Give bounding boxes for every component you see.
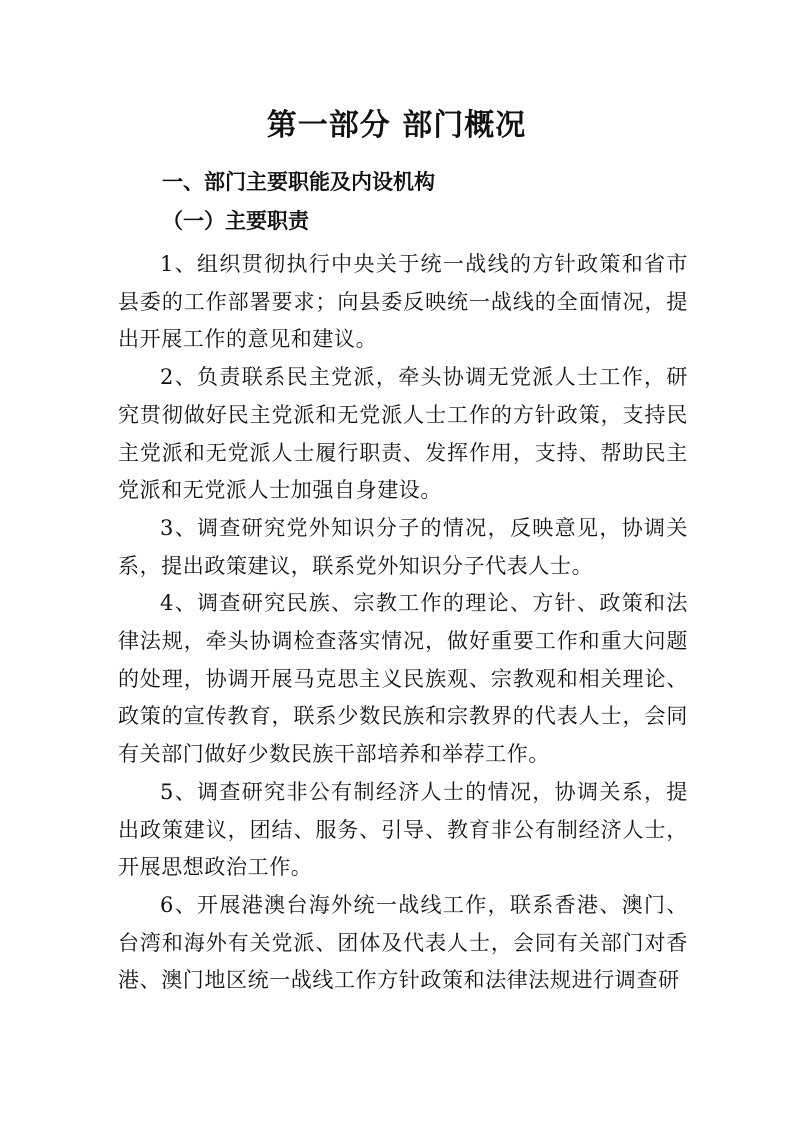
paragraph-duty-5: 5、调查研究非公有制经济人士的情况，协调关系，提出政策建议，团结、服务、引导、教育非公有制经济人士，开展思想政治工作。 <box>118 779 688 880</box>
section-heading: 一、部门主要职能及内设机构 <box>162 170 435 194</box>
subsection-heading: （一）主要职责 <box>162 208 309 233</box>
paragraph-duty-2: 2、负责联系民主党派，牵头协调无党派人士工作，研究贯彻做好民主党派和无党派人士工作的方针政策，支持民主党派和无党派人士履行职责、发挥作用，支持、帮助民主党派和无党派人士加强自身建设。 <box>118 365 688 503</box>
paragraph-duty-6: 6、开展港澳台海外统一战线工作，联系香港、澳门、台湾和海外有关党派、团体及代表人士，会同有关部门对香港、澳门地区统一战线工作方针政策和法律法规进行调查研 <box>118 892 688 993</box>
paragraph-duty-1: 1、组织贯彻执行中央关于统一战线的方针政策和省市县委的工作部署要求；向县委反映统一战线的全面情况，提出开展工作的意见和建议。 <box>118 252 688 352</box>
paragraph-duty-3: 3、调查研究党外知识分子的情况，反映意见，协调关系，提出政策建议，联系党外知识分子代表人士。 <box>118 515 688 578</box>
paragraph-duty-4: 4、调查研究民族、宗教工作的理论、方针、政策和法律法规，牵头协调检查落实情况，做好重要工作和重大问题的处理，协调开展马克思主义民族观、宗教观和相关理论、政策的宣传教育，联系少数民族和宗教界的代表人士，会同有关部门做好少数民族干部培养和举荐工作。 <box>118 591 688 767</box>
page-title: 第一部分 部门概况 <box>266 108 527 143</box>
body-text <box>118 246 688 1000</box>
